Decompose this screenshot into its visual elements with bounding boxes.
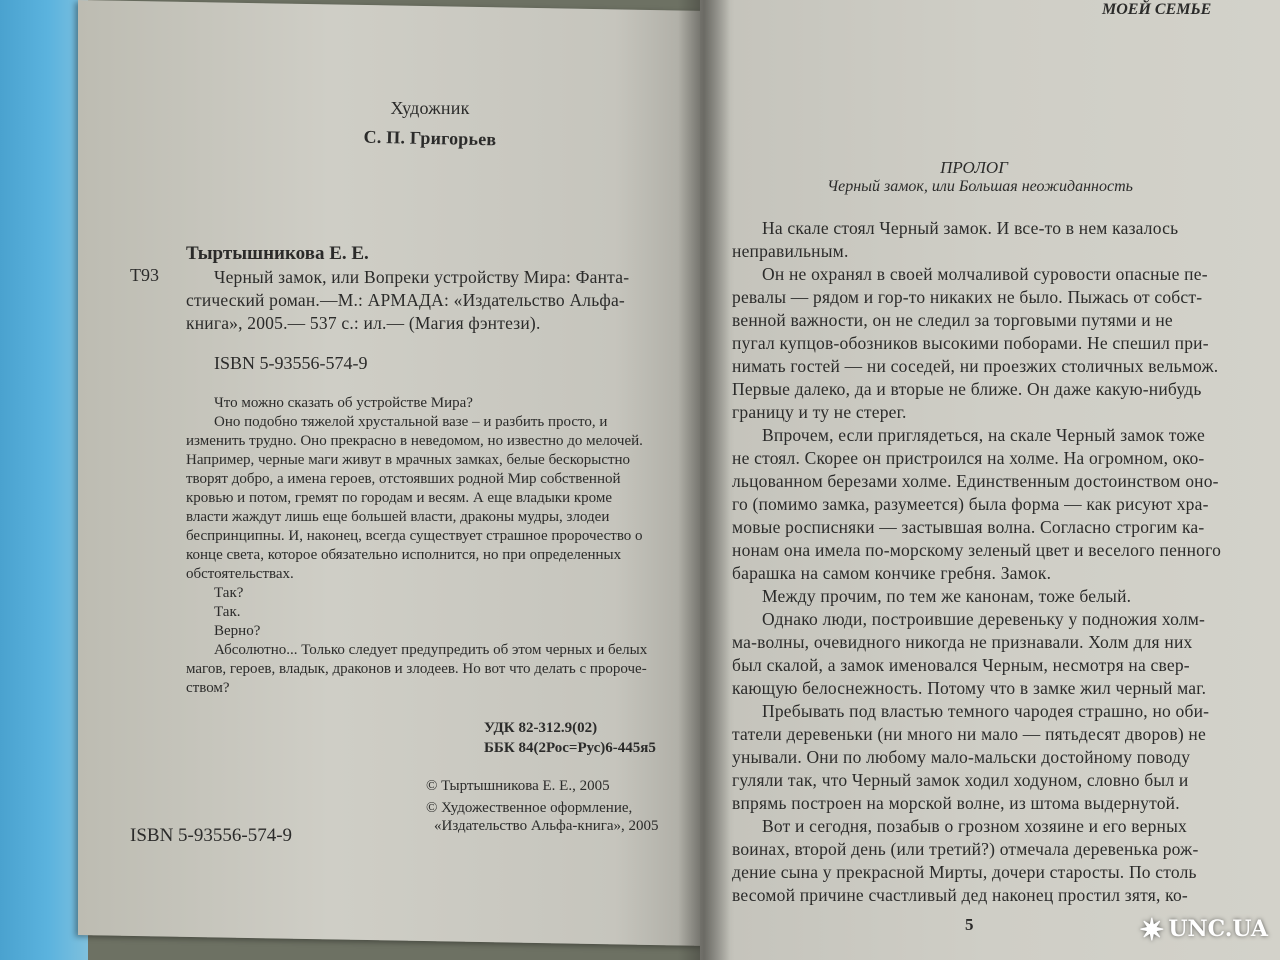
bib-line: книга», 2005.— 537 с.: ил.— (Магия фэнтези). xyxy=(186,313,541,333)
annotation-line: Что можно сказать об устройстве Мира? xyxy=(214,395,473,411)
annotation-line: магов, героев, владык, драконов и злодеев. Но вот что делать с пророче- xyxy=(186,661,647,677)
dedication: МОЕЙ СЕМЬЕ xyxy=(1102,1,1212,18)
prologue-subtitle: Черный замок, или Большая неожиданность xyxy=(827,178,1133,195)
artist-label: Художник xyxy=(390,98,470,118)
text-line: Он не охранял в своей молчаливой суровости опасные пе- xyxy=(762,264,1208,284)
text-line: ма-волны, очевидного никогда не признавали. Холм для них xyxy=(732,632,1193,652)
annotation-line: творят добро, а имена героев, отстоявших родной Мир собственной xyxy=(186,471,621,487)
text-line: татели деревеньки (ни много ни мало — пятьдесят дворов) не xyxy=(732,724,1206,744)
text-line: дение сына у прекрасной Мирты, дочери старосты. По столь xyxy=(732,862,1197,882)
text-line: не стоял. Скорее он пристроился на холме. На огромном, око- xyxy=(732,448,1205,468)
isbn-bottom: ISBN 5-93556-574-9 xyxy=(130,825,293,846)
annotation-line: Оно подобно тяжелой хрустальной вазе – и разбить просто, и xyxy=(214,414,608,430)
class-code: Т93 xyxy=(130,265,159,285)
text-line: воинах, второй день (или третий?) отмечала деревенька рож- xyxy=(732,839,1199,859)
annotation-line: власти жаждут лишь еще большей власти, драконы мудры, злодеи xyxy=(186,509,610,525)
sun-logo-icon: ✷ xyxy=(1139,913,1165,948)
udk-code: УДК 82-312.9(02) xyxy=(484,720,598,736)
text-line: мовые росписняки — застывшая волна. Согласно строгим ка- xyxy=(732,517,1205,537)
annotation-line: Абсолютно... Только следует предупредить об этом черных и белых xyxy=(214,642,648,658)
text-line: впрямь построен на морской волне, из штома выдернутой. xyxy=(732,793,1180,813)
text-line: го (помимо замка, разумеется) была форма — как рисуют хра- xyxy=(732,494,1209,514)
text-line: неправильным. xyxy=(732,241,849,261)
annotation-line: Так. xyxy=(214,604,241,620)
text-line: нонам она имела по-морскому зеленый цвет и веселого пенного xyxy=(732,540,1222,560)
annotation-line: Верно? xyxy=(214,623,261,639)
bib-line: Черный замок, или Вопреки устройству Мира: Фанта- xyxy=(214,267,630,287)
annotation-line: конце света, которое обязательно исполнится, но при определенных xyxy=(186,547,622,563)
annotation-line: Например, черные маги живут в мрачных замках, белые бескорыстно xyxy=(186,452,631,468)
author-heading: Тыртышникова Е. Е. xyxy=(186,243,369,264)
text-line: гуляли так, что Черный замок ходил ходуном, словно был и xyxy=(732,770,1189,790)
text-line: льцованном березами холме. Единственным достоинством оно- xyxy=(732,471,1219,491)
watermark xyxy=(1139,913,1268,948)
text-line: ревалы — рядом и гор-то никаких не было. Пыжась от собст- xyxy=(732,287,1203,307)
book-gutter xyxy=(678,0,730,960)
text-line: Вот и сегодня, позабыв о грозном хозяине и его верных xyxy=(762,816,1187,836)
artist-name: С. П. Григорьев xyxy=(363,126,497,150)
text-line: унывали. Они по любому мало-мальски достойному поводу xyxy=(732,747,1191,767)
text-line: пугал купцов-обозников высокими поборами. Не спешил при- xyxy=(732,333,1209,353)
text-line: венной важности, он не следил за торговыми путями и не xyxy=(732,310,1173,330)
annotation-line: Так? xyxy=(214,585,244,601)
text-line: нимать гостей — ни соседей, ни проезжих столичных вельмож. xyxy=(732,356,1219,376)
annotation-line: обстоятельствах. xyxy=(186,566,294,582)
watermark-text: UNC.UA xyxy=(1168,916,1268,942)
text-line: барашка на самом кончике гребня. Замок. xyxy=(732,563,1052,583)
text-line: кающую белоснежность. Потому что в замке жил черный маг. xyxy=(732,678,1207,698)
annotation-line: ством? xyxy=(186,680,230,696)
text-line: Первые далеко, да и вторые не ближе. Он даже какую-нибудь xyxy=(732,379,1202,399)
text-line: весомой причине счастливый дед наконец простил зятя, ко- xyxy=(732,885,1188,905)
prologue-title: ПРОЛОГ xyxy=(940,158,1008,177)
annotation-line: беспринципны. И, наконец, всегда существует страшное пророчество о xyxy=(186,528,643,544)
text-line: Впрочем, если приглядеться, на скале Черный замок тоже xyxy=(762,425,1205,445)
text-line: Между прочим, по тем же канонам, тоже белый. xyxy=(762,586,1132,606)
copyright-line: © Тыртышникова Е. Е., 2005 xyxy=(426,778,610,794)
isbn-top: ISBN 5-93556-574-9 xyxy=(214,353,368,373)
annotation-line: кровью и потом, гремят по городам и весям. А еще владыки кроме xyxy=(186,490,613,506)
bbk-code: ББК 84(2Рос=Рус)6-445я5 xyxy=(484,740,656,756)
annotation-line: изменить трудно. Оно прекрасно в неведомом, но известно до мелочей. xyxy=(186,433,643,449)
copyright-line: «Издательство Альфа-книга», 2005 xyxy=(434,818,659,834)
text-line: был скалой, а замок именовался Черным, несмотря на свер- xyxy=(732,655,1190,675)
page-number: 5 xyxy=(965,915,974,934)
text-line: границу и ту не стерег. xyxy=(732,402,907,422)
text-line: На скале стоял Черный замок. И все-то в нем казалось xyxy=(762,218,1179,238)
bib-line: стический роман.—М.: АРМАДА: «Издательство Альфа- xyxy=(186,290,625,310)
copyright-line: © Художественное оформление, xyxy=(426,800,633,816)
text-line: Однако люди, построившие деревеньку у подножия холм- xyxy=(762,609,1206,629)
text-line: Пребывать под властью темного чародея страшно, но оби- xyxy=(762,701,1210,721)
